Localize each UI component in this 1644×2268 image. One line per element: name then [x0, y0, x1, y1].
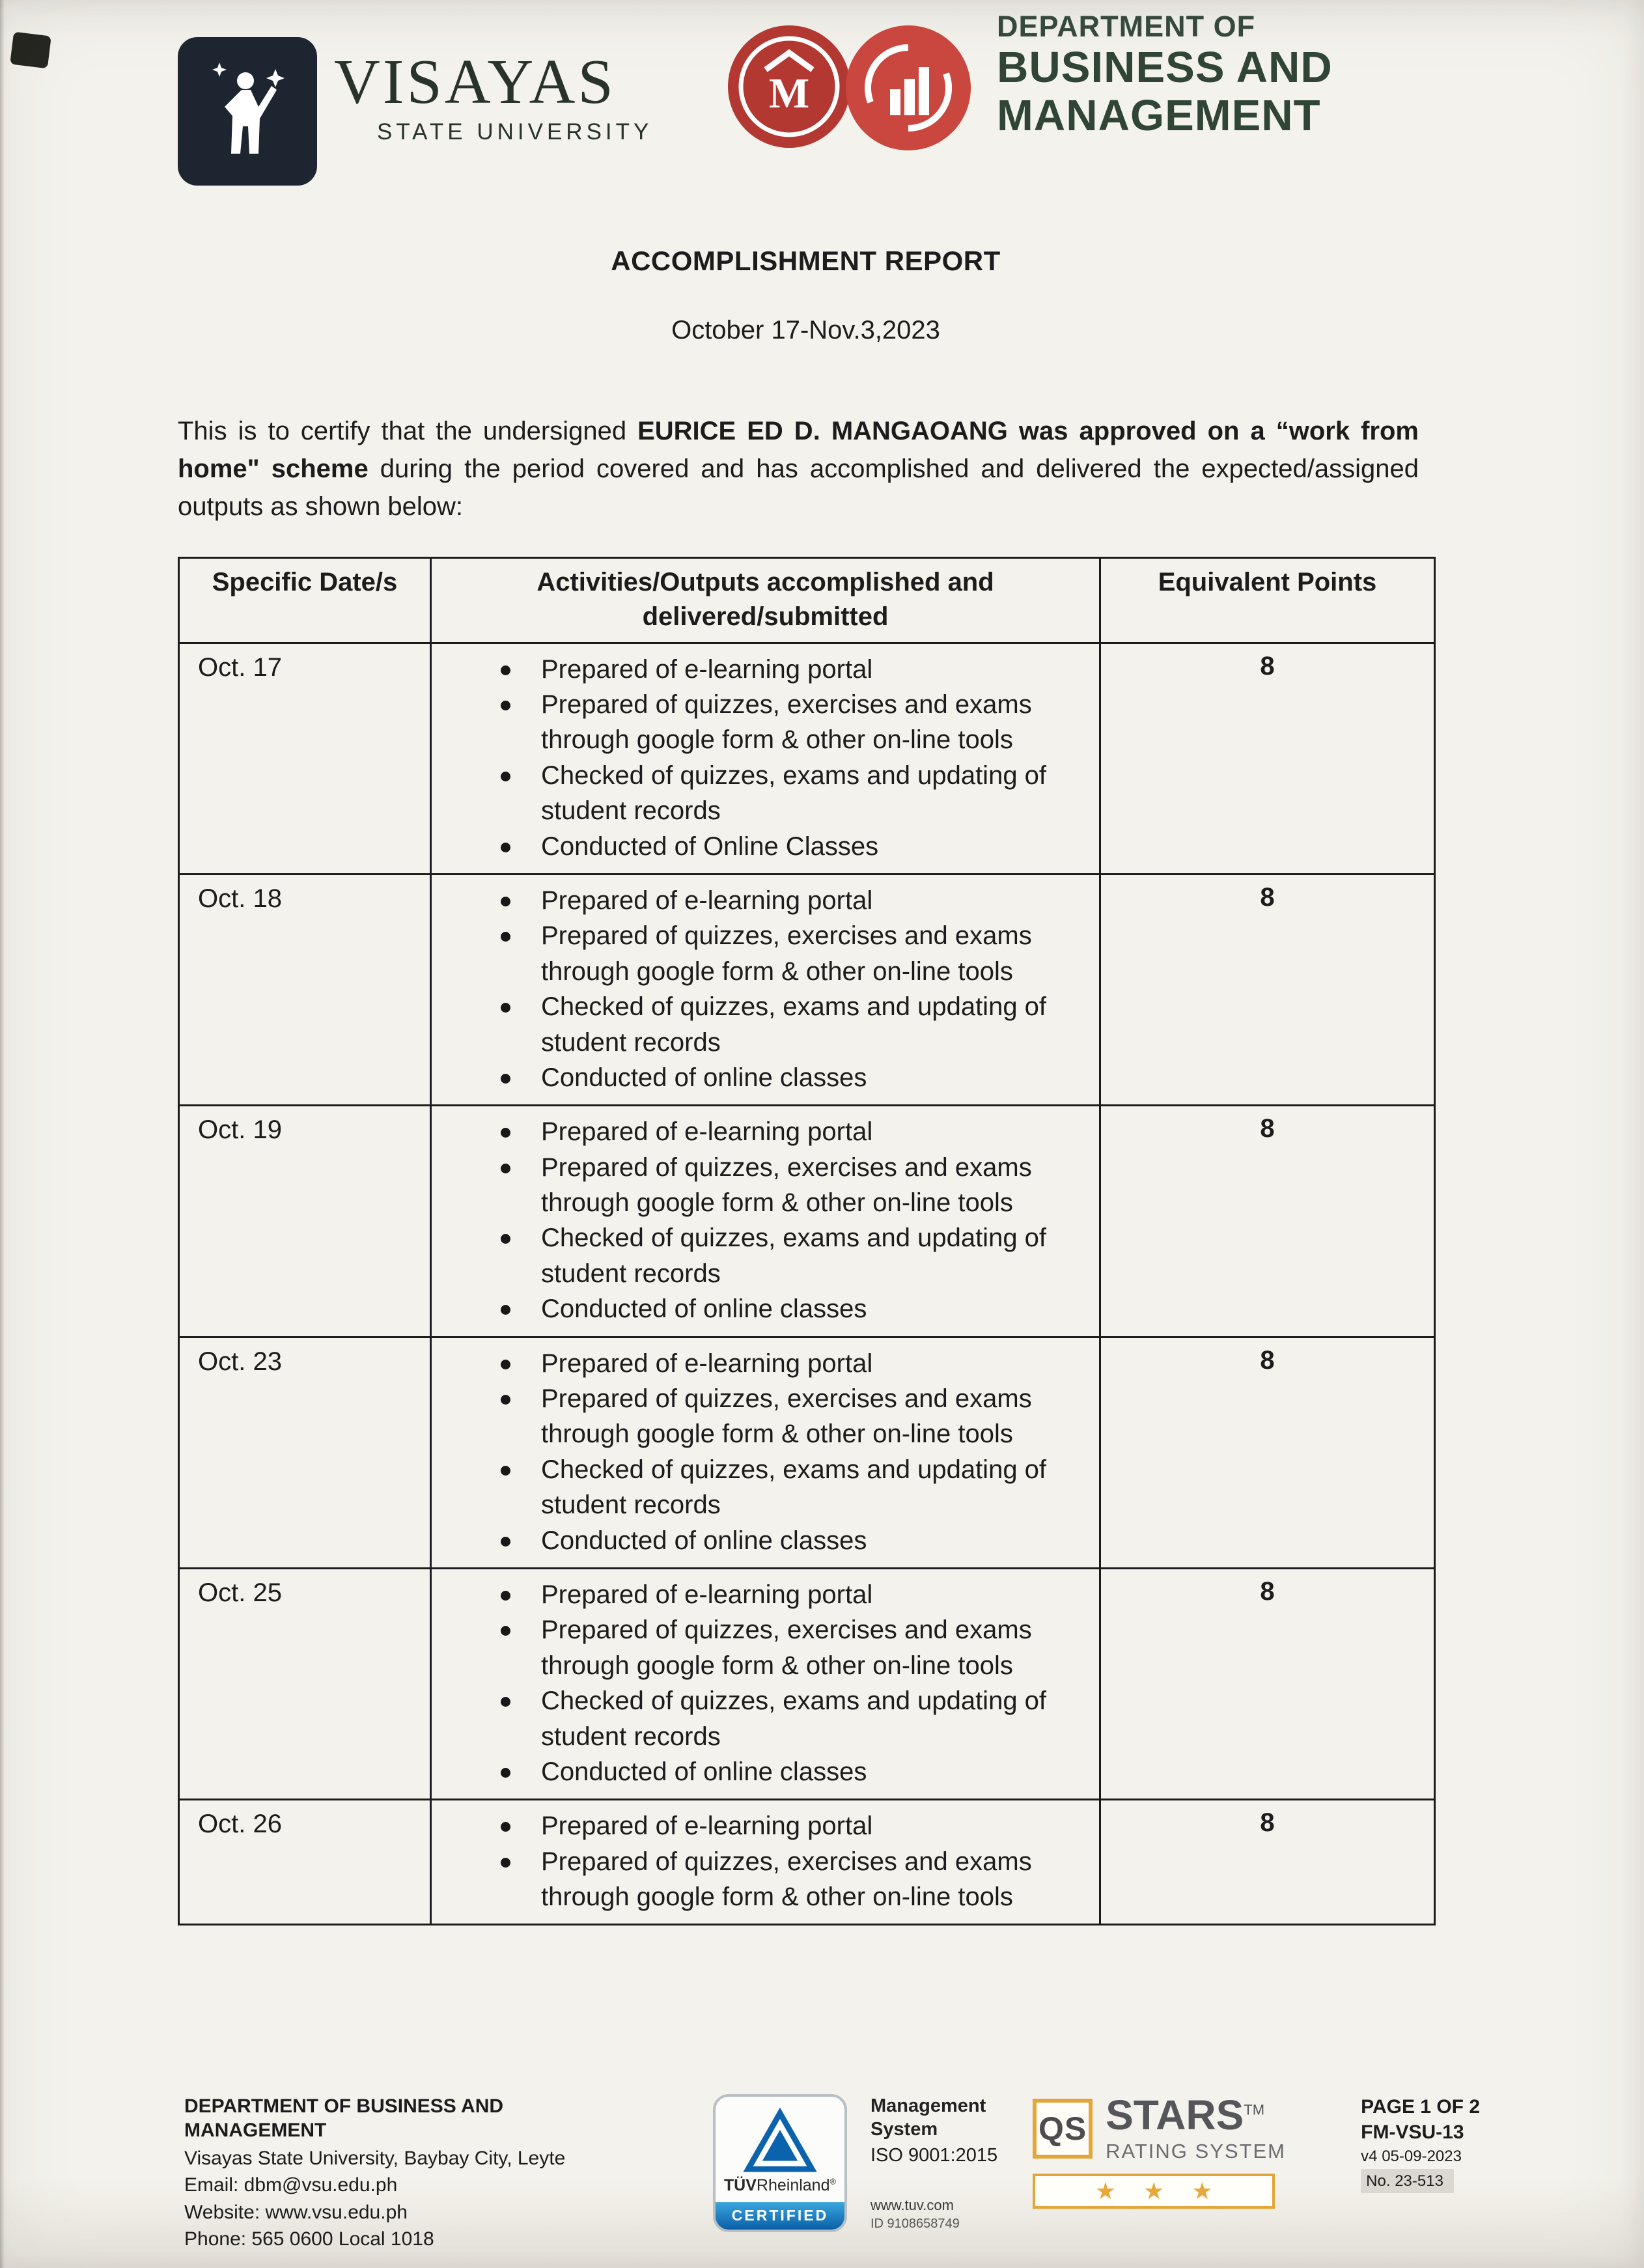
- intro-text-after: during the period covered and has accomplished and delivered the expected/assigned outputs as shown below:: [178, 455, 1419, 521]
- qs-logo: QS: [1033, 2099, 1093, 2159]
- activity-item: Checked of quizzes, exams and updating of student records: [432, 989, 1083, 1060]
- row-date: Oct. 26: [179, 1800, 431, 1925]
- dbm-seal-logo: [844, 24, 972, 155]
- tuv-certified-banner: CERTIFIED: [716, 2202, 844, 2230]
- table-header-row: [179, 558, 1435, 643]
- row-date: Oct. 17: [179, 643, 431, 874]
- row-points: 8: [1100, 1337, 1435, 1568]
- footer-contact-block: [184, 2094, 645, 2251]
- department-name-block: [997, 10, 1333, 139]
- row-points: 8: [1100, 643, 1435, 874]
- activity-item: Checked of quizzes, exams and updating of student records: [432, 1452, 1083, 1523]
- activity-item: Prepared of quizzes, exercises and exams through google form & other on-line tools: [432, 918, 1083, 989]
- row-activities: [432, 1346, 1083, 1558]
- document-body: [178, 205, 1434, 1925]
- intro-text-before: This is to certify that the undersigned: [178, 417, 638, 445]
- form-version: v4 05-09-2023: [1361, 2147, 1462, 2165]
- report-period: October 17-Nov.3,2023: [671, 316, 940, 344]
- footer-website: Website: www.vsu.edu.ph: [184, 2201, 408, 2223]
- department-name-line2: BUSINESS AND: [997, 43, 1333, 92]
- table-row: [179, 1568, 1435, 1799]
- row-points: 8: [1100, 1106, 1435, 1337]
- stars-rating-bar: ★ ★ ★: [1033, 2174, 1275, 2209]
- activity-item: Conducted of Online Classes: [432, 829, 1083, 864]
- row-activities: [432, 883, 1083, 1095]
- activity-item: Checked of quizzes, exams and updating of student records: [432, 1220, 1083, 1291]
- tuv-brand-bold: TÜV: [723, 2176, 757, 2194]
- department-name-line3: MANAGEMENT: [997, 91, 1321, 140]
- scan-edge-shadow: [0, 0, 5, 2268]
- management-system-label-1: Management: [871, 2095, 986, 2116]
- footer-phone: Phone: 565 0600 Local 1018: [184, 2228, 434, 2250]
- activity-item: Prepared of e-learning portal: [432, 1114, 1083, 1149]
- row-date: Oct. 19: [179, 1106, 431, 1337]
- row-points: 8: [1100, 1568, 1435, 1799]
- page-number: PAGE 1 OF 2: [1361, 2095, 1480, 2118]
- activity-item: Conducted of online classes: [432, 1291, 1083, 1326]
- activity-item: Prepared of quizzes, exercises and exams through google form & other on-line tools: [432, 1381, 1083, 1452]
- activity-item: Checked of quizzes, exams and updating of student records: [432, 758, 1083, 829]
- tuv-certificate-id: ID 9108658749: [871, 2216, 960, 2231]
- tuv-brand: [716, 2176, 844, 2195]
- svg-text:M: M: [768, 70, 810, 117]
- footer-address: Visayas State University, Baybay City, Leyte: [184, 2148, 566, 2170]
- employee-name-bold: EURICE ED D. MANGAOANG was approved on a “work from home" scheme: [178, 417, 1419, 483]
- certification-paragraph: [178, 412, 1419, 525]
- activity-item: Conducted of online classes: [432, 1523, 1083, 1558]
- col-header-activities: Activities/Outputs accomplished and delivered/submitted: [431, 558, 1100, 643]
- table-row: [179, 1337, 1435, 1568]
- col-header-date: Specific Date/s: [179, 558, 431, 643]
- activity-item: Checked of quizzes, exams and updating of student records: [432, 1683, 1083, 1754]
- iso-certification-block: [871, 2094, 997, 2232]
- university-subtitle: STATE UNIVERSITY: [377, 119, 653, 145]
- footer-department-name: DEPARTMENT OF BUSINESS AND MANAGEMENT: [184, 2095, 504, 2142]
- tuv-brand-rest: Rheinland: [756, 2176, 830, 2194]
- row-activities-cell: [431, 1106, 1100, 1337]
- tuv-triangle-icon: [742, 2106, 818, 2174]
- activity-item: Conducted of online classes: [432, 1754, 1083, 1789]
- qs-stars-block: [1033, 2091, 1287, 2209]
- form-code: FM-VSU-13: [1361, 2121, 1464, 2143]
- dbm-seal-icon: [844, 24, 972, 152]
- registered-mark: ®: [829, 2176, 837, 2187]
- university-name: VISAYAS: [334, 47, 616, 117]
- activity-item: Prepared of e-learning portal: [432, 1346, 1083, 1381]
- row-activities: [432, 1808, 1083, 1914]
- row-activities-cell: [431, 1800, 1100, 1925]
- row-date: Oct. 18: [179, 874, 431, 1105]
- table-row: [179, 643, 1435, 874]
- rating-system-label: RATING SYSTEM: [1106, 2139, 1287, 2163]
- form-serial-number: No. 23-513: [1361, 2169, 1454, 2193]
- stars-word: STARS: [1106, 2091, 1244, 2138]
- row-activities: [432, 1114, 1083, 1326]
- iso-standard-label: ISO 9001:2015: [871, 2145, 998, 2166]
- tuv-certification-badge: [713, 2094, 847, 2232]
- row-activities-cell: [431, 1337, 1100, 1568]
- row-activities: [432, 1577, 1083, 1789]
- document-footer: [184, 2091, 1598, 2251]
- document-title: ACCOMPLISHMENT REPORT: [611, 245, 1001, 276]
- department-of-label: DEPARTMENT OF: [997, 10, 1256, 43]
- footer-email: Email: dbm@vsu.edu.ph: [184, 2174, 398, 2196]
- activity-item: Prepared of quizzes, exercises and exams through google form & other on-line tools: [432, 1612, 1083, 1683]
- form-info-block: [1361, 2094, 1480, 2193]
- letterhead: [178, 10, 1451, 206]
- table-row: [179, 1800, 1435, 1925]
- activity-item: Conducted of online classes: [432, 1060, 1083, 1095]
- stars-wordmark: [1106, 2091, 1286, 2138]
- activity-item: Prepared of quizzes, exercises and exams through google form & other on-line tools: [432, 1150, 1083, 1221]
- activity-item: Prepared of quizzes, exercises and exams through google form & other on-line tools: [432, 687, 1083, 758]
- col-header-points: Equivalent Points: [1100, 558, 1435, 643]
- trademark-mark: TM: [1244, 2101, 1265, 2118]
- row-date: Oct. 25: [179, 1568, 431, 1799]
- vsu-statue-icon: [199, 56, 296, 167]
- report-table-body: [179, 643, 1435, 1925]
- vsu-logo: [178, 37, 317, 186]
- fm-seal-logo: [727, 24, 852, 152]
- activity-item: Prepared of e-learning portal: [432, 1808, 1083, 1843]
- row-points: 8: [1100, 874, 1435, 1105]
- row-activities-cell: [431, 643, 1100, 874]
- scan-artifact: [10, 32, 51, 69]
- tuv-url: www.tuv.com: [871, 2197, 954, 2214]
- activity-item: Prepared of e-learning portal: [432, 883, 1083, 918]
- row-activities: [432, 652, 1083, 864]
- row-date: Oct. 23: [179, 1337, 431, 1568]
- university-name-block: [334, 47, 653, 145]
- table-row: [179, 874, 1435, 1105]
- accomplishment-table: [178, 557, 1436, 1925]
- row-activities-cell: [431, 1568, 1100, 1799]
- activity-item: Prepared of quizzes, exercises and exams through google form & other on-line tools: [432, 1844, 1083, 1915]
- activity-item: Prepared of e-learning portal: [432, 1577, 1083, 1612]
- row-activities-cell: [431, 874, 1100, 1105]
- table-row: [179, 1106, 1435, 1337]
- management-system-label-2: System: [871, 2119, 938, 2140]
- fm-seal-icon: [727, 24, 852, 149]
- row-points: 8: [1100, 1800, 1435, 1925]
- activity-item: Prepared of e-learning portal: [432, 652, 1083, 687]
